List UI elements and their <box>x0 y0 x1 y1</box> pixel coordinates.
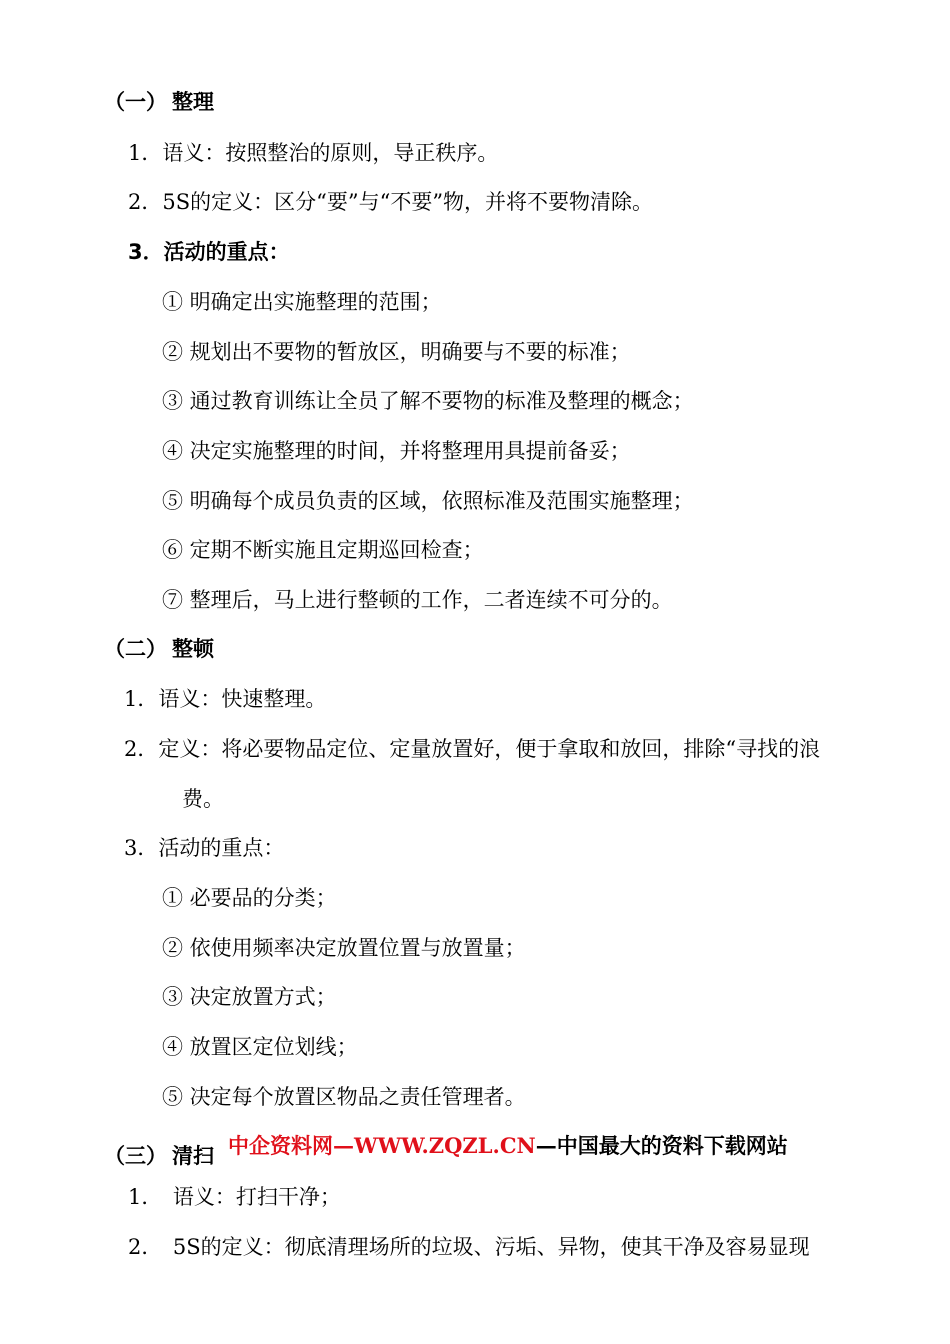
site-banner <box>228 1130 788 1160</box>
item-1-3: 3．活动的重点： <box>128 240 290 264</box>
banner-url: WWW.ZQZL.CN <box>354 1133 536 1158</box>
item-1-2: 2．5S的定义：区分“要”与“不要”物，并将不要物清除。 <box>128 190 654 214</box>
section-heading-2 <box>104 634 214 664</box>
section-title: 整理 <box>172 90 214 114</box>
item-2-1: 1．语义：快速整理。 <box>124 687 327 711</box>
point-2-4: ④ 放置区定位划线； <box>162 1035 358 1059</box>
banner-site-name: 中企资料网 <box>228 1133 333 1158</box>
item-2-2: 2．定义：将必要物品定位、定量放置好，便于拿取和放回，排除“寻找的浪 <box>124 737 821 761</box>
section-title: 整顿 <box>172 637 214 661</box>
section-number: （三） <box>104 1144 167 1168</box>
point-2-5: ⑤ 决定每个放置区物品之责任管理者。 <box>162 1085 526 1109</box>
section-heading-3 <box>104 1141 214 1171</box>
banner-dash: — <box>535 1133 557 1158</box>
item-2-3: 3．活动的重点： <box>124 836 285 860</box>
banner-tagline: 中国最大的资料下载网站 <box>556 1133 788 1158</box>
point-1-5: ⑤ 明确每个成员负责的区域，依照标准及范围实施整理； <box>162 489 694 513</box>
point-2-2: ② 依使用频率决定放置位置与放置量； <box>162 936 526 960</box>
banner-dash: — <box>333 1133 354 1158</box>
item-1-1: 1．语义：按照整治的原则，导正秩序。 <box>128 141 499 165</box>
point-2-3: ③ 决定放置方式； <box>162 985 337 1009</box>
point-1-6: ⑥ 定期不断实施且定期巡回检查； <box>162 538 484 562</box>
point-1-3: ③ 通过教育训练让全员了解不要物的标准及整理的概念； <box>162 389 694 413</box>
section-number: （一） <box>104 90 167 114</box>
point-1-7: ⑦ 整理后，马上进行整顿的工作，二者连续不可分的。 <box>162 588 673 612</box>
section-heading-1 <box>104 87 214 117</box>
point-1-1: ① 明确定出实施整理的范围； <box>162 290 442 314</box>
item-2-2-continued: 费。 <box>182 787 224 811</box>
section-title: 清扫 <box>172 1144 214 1168</box>
item-3-1: 1． 语义：打扫干净； <box>128 1185 341 1209</box>
point-1-2: ② 规划出不要物的暂放区，明确要与不要的标准； <box>162 340 631 364</box>
point-2-1: ① 必要品的分类； <box>162 886 337 910</box>
point-1-4: ④ 决定实施整理的时间，并将整理用具提前备妥； <box>162 439 631 463</box>
item-3-2: 2． 5S的定义：彻底清理场所的垃圾、污垢、异物，使其干净及容易显现 <box>128 1235 810 1259</box>
section-number: （二） <box>104 637 167 661</box>
